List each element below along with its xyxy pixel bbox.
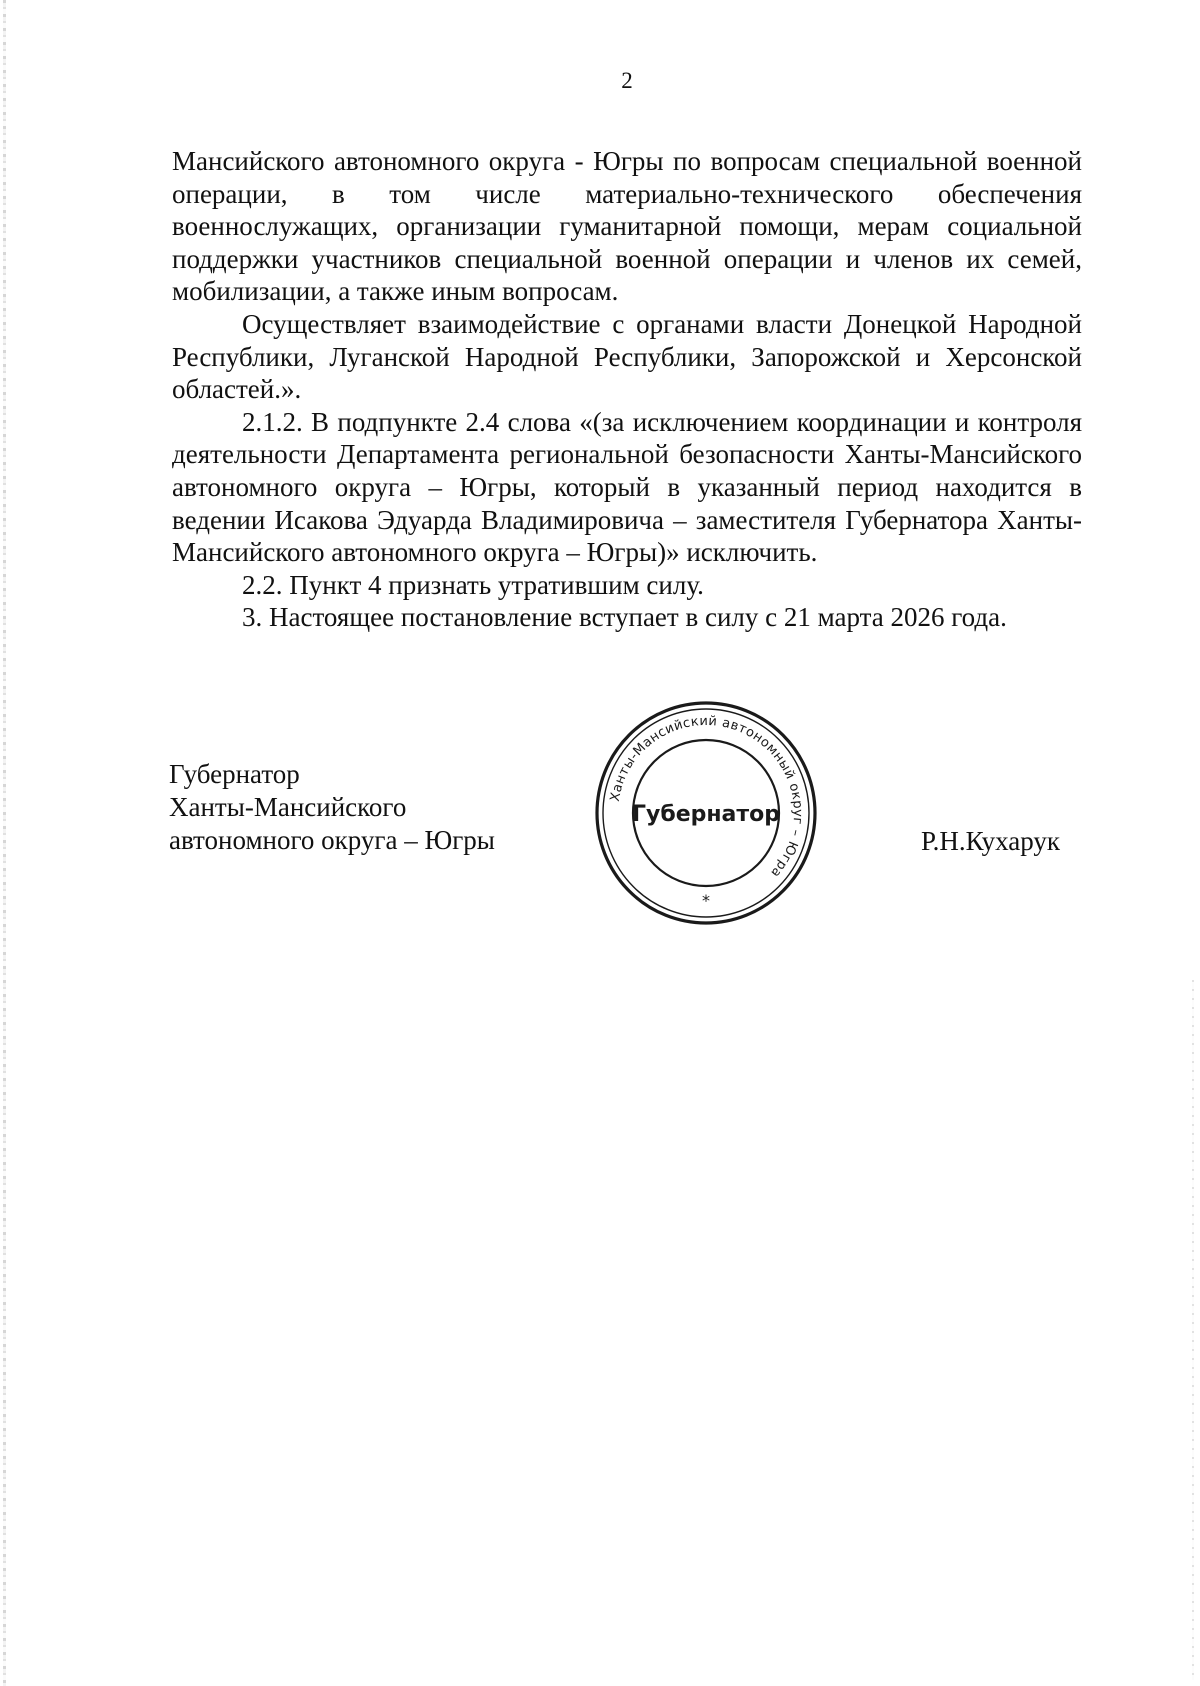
- signatory-title-line: автономного округа – Югры: [169, 825, 495, 855]
- document-body: [172, 145, 1082, 634]
- scan-edge-artifact: [3, 0, 6, 1686]
- scan-edge-artifact: [1192, 980, 1194, 1680]
- paragraph: 2.2. Пункт 4 признать утратившим силу.: [242, 569, 704, 600]
- paragraph: Мансийского автономного округа - Югры по вопросам специальной военной операции, в том числе материально-технического обеспечения военнослужащих, организации гуманитарной помощи, мерам социальной поддержки участников специальной военной операции и членов их семей, мобилизации, а также иным вопросам.: [172, 146, 1082, 307]
- seal-ring-text: Ханты-Мансийский автономный округ – Югра: [607, 713, 806, 881]
- signatory-title-line: Губернатор: [169, 759, 300, 789]
- seal-graphic: [590, 697, 822, 929]
- paragraph: 2.1.2. В подпункте 2.4 слова «(за исключением координации и контроля деятельности Департамента региональной безопасности Ханты-Мансийского автономного округа – Югры, который в указанный период находится в ведении Исакова Эдуарда Владимировича – заместителя Губернатора Ханты-Мансийского автономного округа – Югры)» исключить.: [172, 406, 1082, 568]
- page-number: 2: [621, 68, 633, 93]
- official-seal: [590, 697, 822, 929]
- signatory-title-line: Ханты-Мансийского: [169, 792, 407, 822]
- paragraph: 3. Настоящее постановление вступает в силу с 21 марта 2026 года.: [242, 602, 1007, 633]
- seal-center-text: Губернатор: [631, 802, 781, 827]
- signatory-title: [169, 758, 495, 857]
- paragraph: Осуществляет взаимодействие с органами власти Донецкой Народной Республики, Луганской Народной Республики, Запорожской и Херсонской областей.».: [172, 308, 1082, 405]
- seal-star: *: [702, 891, 710, 910]
- signatory-name: Р.Н.Кухарук: [921, 826, 1061, 856]
